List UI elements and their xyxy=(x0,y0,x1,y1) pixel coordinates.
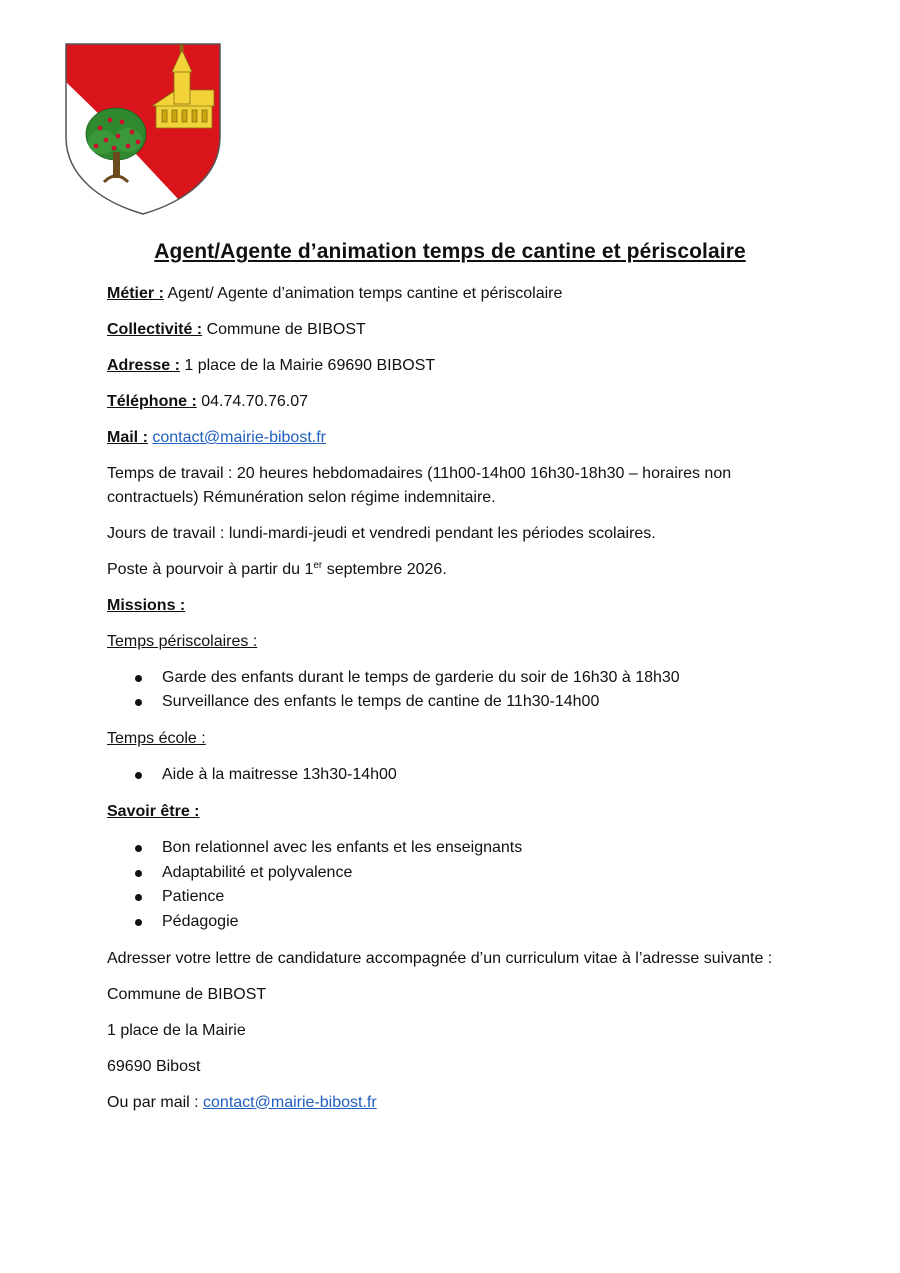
candidature-mail-link[interactable]: contact@mairie-bibost.fr xyxy=(203,1093,377,1111)
poste-date-after: septembre 2026. xyxy=(322,560,447,578)
list-item: Garde des enfants durant le temps de garderie du soir de 16h30 à 18h30 xyxy=(107,666,787,691)
periscolaire-heading: Temps périscolaires : xyxy=(107,632,258,650)
field-adresse-label: Adresse : xyxy=(107,357,180,374)
list-item: Surveillance des enfants le temps de cantine de 11h30-14h00 xyxy=(107,690,787,715)
field-metier-label: Métier : xyxy=(107,285,164,302)
field-metier-value: Agent/ Agente d’animation temps cantine et périscolaire xyxy=(163,285,563,302)
field-mail xyxy=(107,426,787,450)
ecole-list xyxy=(107,763,787,788)
page-title: Agent/Agente d’animation temps de cantine et périscolaire xyxy=(154,240,746,263)
savoir-etre-heading: Savoir être : xyxy=(107,803,200,820)
jours-de-travail: Jours de travail : lundi-mardi-jeudi et vendredi pendant les périodes scolaires. xyxy=(107,524,656,542)
candidature-mail-prefix: Ou par mail : xyxy=(107,1093,204,1111)
field-collectivite-value: Commune de BIBOST xyxy=(202,321,366,338)
job-offer-content xyxy=(107,282,787,1127)
field-telephone-label: Téléphone : xyxy=(107,393,197,410)
address-line-1: Commune de BIBOST xyxy=(107,985,267,1003)
poste-date-sup: er xyxy=(313,559,323,571)
mail-link[interactable]: contact@mairie-bibost.fr xyxy=(152,429,326,446)
field-mail-label: Mail : xyxy=(107,429,148,446)
candidature-mail xyxy=(107,1091,787,1115)
field-adresse xyxy=(107,354,787,378)
list-item: Patience xyxy=(107,885,787,910)
list-item: Bon relationnel avec les enfants et les enseignants xyxy=(107,836,787,861)
field-telephone xyxy=(107,390,787,414)
field-collectivite-label: Collectivité : xyxy=(107,321,203,338)
list-item: Adaptabilité et polyvalence xyxy=(107,861,787,886)
missions-heading: Missions : xyxy=(107,596,186,614)
temps-de-travail: Temps de travail : 20 heures hebdomadaires (11h00-14h00 16h30-18h30 – horaires non contractuels) Rémunération selon régime indemnitaire. xyxy=(107,465,732,506)
poste-date-before: Poste à pourvoir à partir du 1 xyxy=(107,560,314,578)
savoir-etre-list xyxy=(107,836,787,934)
ecole-heading: Temps école : xyxy=(107,730,206,747)
field-metier xyxy=(107,282,787,306)
candidature-text: Adresser votre lettre de candidature accompagnée d’un curriculum vitae à l’adresse suivante : xyxy=(107,949,773,967)
periscolaire-list xyxy=(107,666,787,715)
address-line-2: 1 place de la Mairie xyxy=(107,1021,246,1039)
poste-date xyxy=(107,558,787,582)
field-telephone-value: 04.74.70.76.07 xyxy=(196,393,308,410)
field-adresse-value: 1 place de la Mairie 69690 BIBOST xyxy=(179,357,436,374)
list-item: Aide à la maitresse 13h30-14h00 xyxy=(107,763,787,788)
list-item: Pédagogie xyxy=(107,910,787,935)
field-collectivite xyxy=(107,318,787,342)
address-line-3: 69690 Bibost xyxy=(107,1057,201,1075)
coat-of-arms-logo xyxy=(64,42,224,216)
